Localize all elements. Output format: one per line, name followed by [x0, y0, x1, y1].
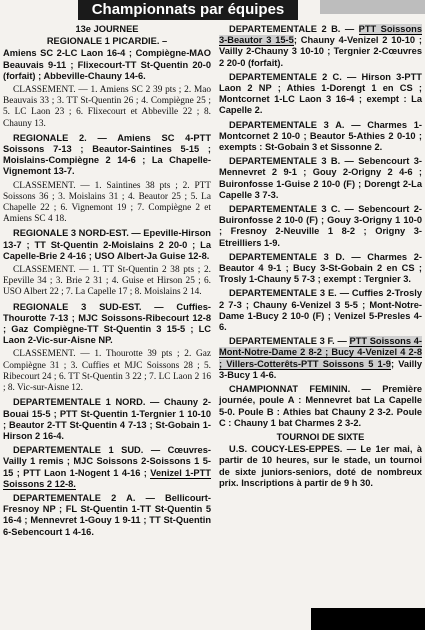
underlined-result: PTT Soissons 4-Mont-Notre-Dame 2 8-2 ; Bucy 4-Venizel 4 2-8 ; Villers-Cotterêts-PTT Soissons 5 1-9: [219, 336, 422, 369]
results-paragraph: DEPARTEMENTALE 3 D. — Charmes 2-Beautor 4 9-1 ; Bucy 3-St-Gobain 2 en CS ; Trosly 1-Chauny 5 7-3 ; exempt : Tergnier 3.: [219, 251, 422, 285]
results-text: ; Chauny 4-Venizel 2 10-10 ; Vailly 2-Chauny 3 10-10 ; Tergnier 2-Cœuvres 2 20-0 (forfait).: [219, 35, 422, 68]
scan-shadow: [320, 0, 425, 14]
results-paragraph: DEPARTEMENTALE 2 A. — Bellicourt-Fresnoy NP ; FL St-Quentin 1-TT St-Quentin 5 16-4 ; Mennevret 1-Gouy 1 9-11 ; TT St-Quentin 6-Sebencourt 1 4-16.: [3, 492, 211, 537]
tournament-heading: TOURNOI DE SIXTE: [276, 431, 365, 442]
section-heading: DEPARTEMENTALE 3 F. —: [229, 336, 347, 347]
underlined-result: Venizel 1-PTT Soissons 2 12-8.: [3, 467, 211, 489]
results-paragraph: DEPARTEMENTALE 1 NORD. — Chauny 2-Bouai 15-5 ; PTT St-Quentin 1-Tergnier 1 10-10 ; Beautor 2-TT St-Quentin 4 7-13 ; St-Gobain 1-Hirson 2 16-4.: [3, 397, 211, 441]
results-paragraph: [219, 24, 422, 69]
right-column: [219, 24, 422, 492]
results-paragraph: [219, 336, 422, 381]
underlined-result: PTT Soissons 3-Beautor 3 15-5: [219, 24, 422, 46]
standings-paragraph: CLASSEMENT. — 1. Thourotte 39 pts ; 2. Gaz Compiègne 31 ; 3. Cuffies et MJC Soissons 28 ; 5. Ribecourt 24 ; 6. TT St-Quentin 3 22 ; 7. LC Laon 2 16 ; 8. Vic-sur-Aisne 12.: [3, 349, 211, 394]
standings-paragraph: CLASSEMENT. — 1. Amiens SC 2 39 pts ; 2. Mao Beauvais 33 ; 3. TT St-Quentin 26 ; 4. Compiègne 25 ; 5. LC Laon 23 ; 6. Flixecourt et Abbeville 22 ; 8. Chauny 13.: [3, 85, 211, 129]
section-heading: REGIONALE 1 PICARDIE. –: [46, 36, 168, 47]
journee-heading: 13e JOURNEE: [75, 24, 139, 34]
results-text: ; Vailly 3-Bucy 1 4-6.: [219, 358, 422, 380]
section-heading: DEPARTEMENTALE 2 B. —: [229, 24, 355, 34]
standings-paragraph: CLASSEMENT. — 1. Saintines 38 pts ; 2. PTT Soissons 36 ; 3. Moislains 31 ; 4. Beautor 25 ; 5. La Chapelle 22 ; 6. Vignemont 19 ; 7. Compiègne 2 et Amiens SC 4 18.: [3, 180, 211, 225]
standings-paragraph: CLASSEMENT. — 1. TT St-Quentin 2 38 pts ; 2. Epeville 34 ; 3. Brie 2 31 ; 4. Guise et Hirson 25 ; 6. USO Albert 22 ; 7. La Capelle 17 ; 8. Moislains 2 14.: [3, 265, 211, 298]
tournament-paragraph: U.S. COUCY-LES-EPPES. — Le 1er mai, à partir de 10 heures, sur le stade, un tournoi de sixte juniors-seniors, doté de nombreux prix. Inscriptions à partir de 9 h 30.: [219, 444, 422, 488]
results-paragraph: REGIONALE 2. — Amiens SC 4-PTT Soissons 7-13 ; Beautor-Saintines 5-15 ; Moislains-Compiègne 2 14-6 ; La Chapelle-Vignemont 13-7.: [3, 132, 211, 177]
results-paragraph: DEPARTEMENTALE 3 E. — Cuffies 2-Trosly 2 7-3 ; Chauny 6-Venizel 3 5-5 ; Mont-Notre-Dame 1-Bucy 2 10-0 (F) ; Venizel 5-Presles 4-6.: [219, 288, 422, 333]
results-paragraph: DEPARTEMENTALE 3 A. — Charmes 1-Montcornet 2 10-0 ; Beautor 5-Athies 2 0-10 ; exempts : St-Gobain 3 et Sissonne 2.: [219, 119, 422, 153]
results-text: DEPARTEMENTALE 1 SUD. — Cœuvres-Vailly 1 remis ; MJC Soissons 2-Soissons 1 5-15 ; PTT Laon 1-Nogent 1 4-16 ;: [3, 445, 211, 478]
scan-edge: [311, 608, 425, 630]
results-paragraph: Amiens SC 2-LC Laon 16-4 ; Compiègne-MAO Beauvais 9-11 ; Flixecourt-TT St-Quentin 20-0 (forfait) ; Abbeville-Chauny 14-6.: [3, 48, 211, 81]
results-paragraph: REGIONALE 3 SUD-EST. — Cuffies-Thourotte 7-13 ; MJC Soissons-Ribecourt 12-8 ; Gaz Compiègne-TT St-Quentin 3 15-5 ; LC Laon 2-Vic-sur-Aisne NP.: [3, 301, 211, 346]
results-paragraph: CHAMPIONNAT FEMININ. — Première journée, poule A : Mennevret bat La Capelle 5-0. Poule B : Athies bat Chauny 2 3-2. Poule C : Chauny 1 bat Charmes 2 3-2.: [219, 384, 422, 428]
results-paragraph: DEPARTEMENTALE 2 C. — Hirson 3-PTT Laon 2 NP ; Athies 1-Dorengt 1 en CS ; Montcornet 1-LC Laon 3 16-4 ; exempt : La Capelle 2.: [219, 71, 422, 116]
results-paragraph: REGIONALE 3 NORD-EST. — Epeville-Hirson 13-7 ; TT St-Quentin 2-Moislains 2 20-0 ; La Capelle-Brie 2 4-16 ; USO Albert-Ja Guise 12-8.: [3, 228, 211, 261]
results-paragraph: [3, 445, 211, 490]
left-column: [3, 24, 211, 541]
results-paragraph: DEPARTEMENTALE 3 B. — Sebencourt 3-Mennevret 2 9-1 ; Gouy 2-Origny 2 4-6 ; Buironfosse 1-Guise 2 10-0 (F) ; Dorengt 2-La Capelle 3 7-3.: [219, 156, 422, 200]
page-title: Championnats par équipes: [78, 0, 298, 20]
results-paragraph: DEPARTEMENTALE 3 C. — Sebencourt 2-Buironfosse 2 10-0 (F) ; Gouy 3-Origny 1 10-0 ; Fresnoy 2-Neuville 1 8-2 ; Origny 3-Etreilliers 1-9.: [219, 204, 422, 248]
